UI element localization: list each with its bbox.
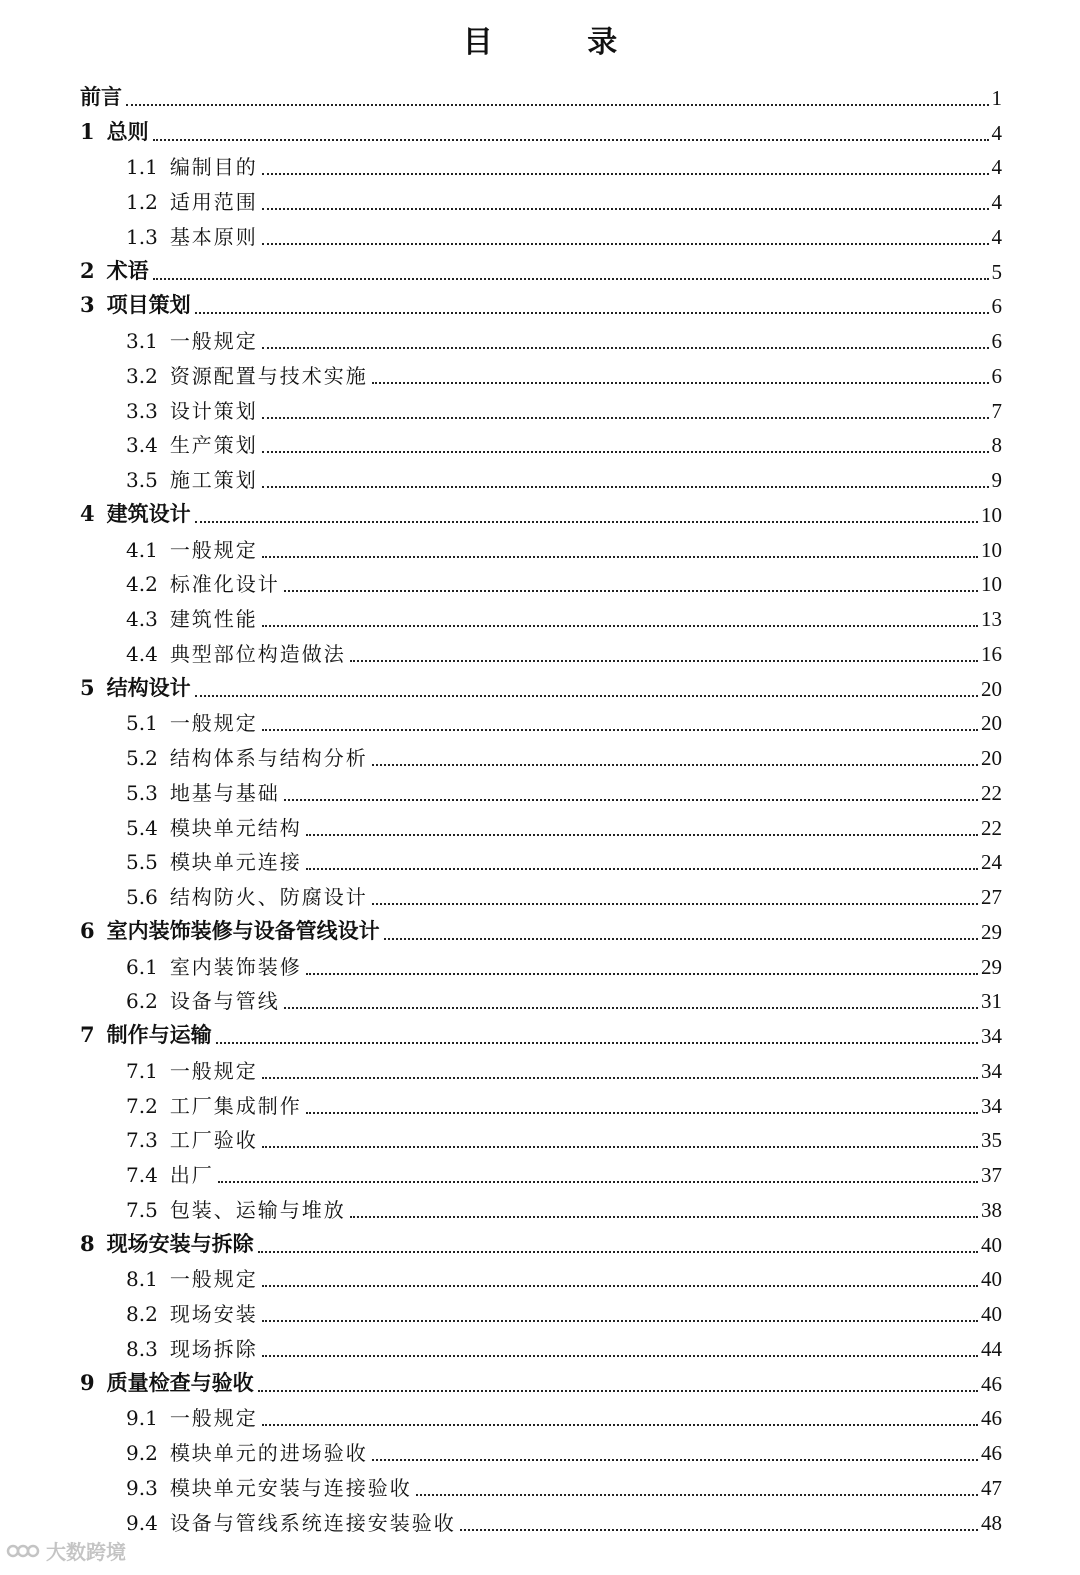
- toc-entry-label: [126, 1333, 258, 1362]
- toc-entry-page-number: 46: [981, 1371, 1002, 1396]
- toc-entry-label: [126, 1298, 258, 1327]
- toc-entry-label: [126, 221, 258, 250]
- toc-entry-number: 3.4: [126, 433, 158, 458]
- toc-entry-label: [126, 1402, 258, 1431]
- dot-leader: [350, 660, 978, 662]
- toc-entry-number: 5.6: [126, 885, 158, 909]
- toc-entry-label: [80, 1019, 212, 1049]
- toc-chapter-entry[interactable]: [0, 1227, 1080, 1262]
- toc-section-entry[interactable]: [0, 532, 1080, 567]
- toc-entry-title: 施工策划: [169, 468, 258, 492]
- toc-entry-page-number: 46: [981, 1441, 1002, 1465]
- toc-section-entry[interactable]: [0, 984, 1080, 1019]
- toc-entry-title: 生产策划: [169, 433, 258, 458]
- toc-entry-title: 建筑设计: [106, 500, 191, 526]
- toc-section-entry[interactable]: [0, 1331, 1080, 1366]
- toc-entry-label: [80, 81, 122, 111]
- toc-entry-page-number: 10: [981, 537, 1002, 562]
- toc-entry-number: 5.5: [126, 850, 158, 875]
- dot-leader: [306, 1112, 978, 1114]
- toc-entry-label: [126, 464, 258, 493]
- toc-entry-page-number: 34: [981, 1024, 1002, 1048]
- toc-chapter-entry[interactable]: [0, 254, 1080, 289]
- dot-leader: [306, 973, 978, 975]
- toc-entry-title: 一般规定: [169, 1406, 258, 1431]
- toc-chapter-entry[interactable]: [0, 1366, 1080, 1401]
- toc-entry-label: [80, 1367, 254, 1397]
- toc-entry-page-number: 4: [991, 120, 1002, 145]
- toc-entry-label: [126, 395, 258, 424]
- toc-entry-page-number: 22: [981, 780, 1002, 805]
- toc-entry-label: [126, 603, 258, 632]
- toc-section-entry[interactable]: [0, 775, 1080, 810]
- toc-entry-number: 9.2: [126, 1441, 158, 1465]
- toc-entry-label: [126, 429, 258, 458]
- table-of-contents: [0, 80, 1080, 1540]
- toc-section-entry[interactable]: [0, 601, 1080, 636]
- toc-entry-page-number: 1: [991, 85, 1002, 110]
- toc-entry-title: 建筑性能: [169, 607, 258, 631]
- toc-entry-number: 1.2: [126, 190, 158, 214]
- toc-entry-title: 模块单元结构: [169, 815, 302, 840]
- toc-entry-number: 4.4: [126, 641, 158, 666]
- toc-section-entry[interactable]: [0, 1262, 1080, 1297]
- toc-entry-number: 7.3: [126, 1128, 158, 1153]
- toc-entry-number: 3.3: [126, 398, 158, 423]
- dot-leader: [262, 1077, 978, 1079]
- toc-entry-page-number: 6: [991, 363, 1002, 388]
- toc-entry-title: 现场安装: [169, 1302, 258, 1326]
- toc-entry-label: [126, 360, 368, 389]
- toc-entry-label: [80, 672, 191, 702]
- dot-leader: [262, 486, 989, 488]
- dot-leader: [284, 1007, 978, 1009]
- toc-entry-label: [80, 1228, 254, 1258]
- toc-entry-label: [126, 1124, 258, 1153]
- toc-entry-label: [126, 881, 368, 910]
- toc-entry-number: 4.2: [126, 572, 158, 597]
- dot-leader: [262, 1146, 978, 1148]
- dot-leader: [284, 590, 978, 592]
- toc-entry-title: 结构防火、防腐设计: [169, 885, 368, 909]
- toc-entry-title: 模块单元连接: [169, 850, 302, 875]
- toc-entry-title: 一般规定: [169, 329, 258, 353]
- toc-entry-number: 6.2: [126, 989, 158, 1014]
- toc-entry-label: [126, 1159, 214, 1188]
- toc-entry-number: 3.2: [126, 363, 158, 388]
- toc-entry-page-number: 5: [991, 259, 1002, 284]
- toc-entry-title: 一般规定: [169, 711, 258, 736]
- toc-section-entry[interactable]: [0, 184, 1080, 219]
- dot-leader: [262, 1285, 978, 1287]
- toc-entry-title: 项目策划: [106, 292, 191, 318]
- toc-entry-page-number: 27: [981, 885, 1002, 909]
- toc-entry-title: 一般规定: [169, 1267, 258, 1292]
- dot-leader: [262, 1424, 978, 1426]
- toc-entry-label: [126, 742, 368, 771]
- toc-entry-label: [126, 707, 258, 736]
- toc-section-entry[interactable]: [0, 150, 1080, 185]
- toc-section-entry[interactable]: [0, 845, 1080, 880]
- toc-entry-title: 模块单元安装与连接验收: [169, 1475, 412, 1500]
- toc-entry-label: [126, 325, 258, 354]
- dot-leader: [262, 208, 989, 210]
- toc-section-entry[interactable]: [0, 636, 1080, 671]
- toc-entry-title: 设备与管线系统连接安装验收: [169, 1510, 456, 1535]
- toc-entry-title: 工厂验收: [169, 1128, 258, 1153]
- toc-entry-title: 制作与运输: [106, 1022, 212, 1047]
- toc-entry-page-number: 34: [981, 1093, 1002, 1118]
- toc-entry-page-number: 9: [991, 468, 1002, 492]
- dot-leader: [195, 521, 978, 523]
- toc-chapter-entry[interactable]: [0, 115, 1080, 150]
- toc-section-entry[interactable]: [0, 740, 1080, 775]
- toc-entry-label: [80, 498, 191, 528]
- toc-section-entry[interactable]: [0, 567, 1080, 602]
- toc-section-entry[interactable]: [0, 1505, 1080, 1540]
- watermark-text: 大数跨境: [46, 1540, 126, 1564]
- toc-section-entry[interactable]: [0, 393, 1080, 428]
- toc-entry-title: 结构体系与结构分析: [169, 746, 368, 770]
- dot-leader: [126, 104, 989, 106]
- toc-entry-number: 7.2: [126, 1093, 158, 1118]
- toc-entry-page-number: 40: [981, 1267, 1002, 1292]
- toc-section-entry[interactable]: [0, 462, 1080, 497]
- toc-entry-number: 7.5: [126, 1197, 158, 1222]
- toc-entry-page-number: 37: [981, 1163, 1002, 1187]
- dot-leader: [284, 799, 978, 801]
- toc-entry-number: 6.1: [126, 954, 158, 979]
- dot-leader: [262, 451, 989, 453]
- toc-entry-page-number: 20: [981, 746, 1002, 770]
- dot-leader: [262, 556, 978, 558]
- dot-leader: [262, 729, 978, 731]
- toc-section-entry[interactable]: [0, 1435, 1080, 1470]
- dot-leader: [195, 312, 989, 314]
- toc-entry-number: 5.4: [126, 815, 158, 840]
- toc-entry-title: 室内装饰装修与设备管线设计: [106, 917, 380, 943]
- toc-entry-page-number: 22: [981, 815, 1002, 840]
- toc-entry-title: 一般规定: [169, 1058, 258, 1083]
- dot-leader: [372, 903, 978, 905]
- toc-entry-label: [80, 255, 149, 285]
- dot-leader: [262, 173, 989, 175]
- toc-section-entry[interactable]: [0, 323, 1080, 358]
- toc-entry-title: 质量检查与验收: [106, 1369, 254, 1395]
- dot-leader: [258, 1390, 978, 1392]
- toc-entry-number: 9.3: [126, 1475, 158, 1500]
- toc-entry-title: 前言: [80, 83, 122, 109]
- toc-entry-title: 适用范围: [169, 190, 258, 214]
- toc-entry-number: 1.3: [126, 224, 158, 249]
- toc-entry-number: 8.3: [126, 1336, 158, 1361]
- toc-section-entry[interactable]: [0, 1401, 1080, 1436]
- toc-entry-page-number: 7: [991, 398, 1002, 423]
- toc-entry-label: [126, 638, 346, 667]
- toc-entry-title: 出厂: [169, 1163, 214, 1187]
- toc-entry-page-number: 47: [981, 1475, 1002, 1500]
- toc-chapter-entry[interactable]: [0, 1018, 1080, 1053]
- toc-entry-title: 标准化设计: [169, 572, 280, 597]
- toc-entry-title: 总则: [106, 118, 149, 144]
- toc-entry-page-number: 44: [981, 1336, 1002, 1361]
- toc-entry-page-number: 6: [991, 294, 1002, 319]
- toc-entry-title: 编制目的: [169, 155, 258, 180]
- toc-entry-title: 模块单元的进场验收: [169, 1441, 368, 1465]
- dot-leader: [262, 625, 978, 627]
- toc-section-entry[interactable]: [0, 1296, 1080, 1331]
- toc-entry-title: 一般规定: [169, 537, 258, 562]
- toc-entry-number: 1.1: [126, 155, 158, 180]
- dot-leader: [262, 1320, 978, 1322]
- dot-leader: [262, 417, 989, 419]
- toc-entry-number: 3: [80, 292, 95, 318]
- toc-entry-number: 8.1: [126, 1267, 158, 1292]
- dot-leader: [195, 695, 978, 697]
- toc-entry-number: 7.4: [126, 1163, 158, 1187]
- toc-entry-label: [126, 151, 258, 180]
- dot-leader: [416, 1494, 978, 1496]
- toc-entry-label: [126, 534, 258, 563]
- toc-entry-label: [126, 1263, 258, 1292]
- toc-entry-label: [126, 1437, 368, 1466]
- toc-section-entry[interactable]: [0, 879, 1080, 914]
- dot-leader: [372, 764, 978, 766]
- toc-entry-page-number: 31: [981, 989, 1002, 1014]
- toc-entry-label: [126, 186, 258, 215]
- dot-leader: [216, 1042, 978, 1044]
- toc-entry-label: [126, 1090, 302, 1119]
- toc-entry-page-number: 46: [981, 1406, 1002, 1431]
- toc-entry-label: [126, 985, 280, 1014]
- toc-entry-title: 地基与基础: [169, 780, 280, 805]
- toc-entry-number: 8: [80, 1230, 95, 1256]
- toc-entry-number: 9.4: [126, 1510, 158, 1535]
- toc-section-entry[interactable]: [0, 949, 1080, 984]
- watermark: [6, 1536, 126, 1565]
- toc-entry-title: 现场安装与拆除: [106, 1230, 254, 1256]
- toc-entry-number: 4.3: [126, 607, 158, 631]
- toc-entry-number: 6: [80, 917, 95, 943]
- toc-section-entry[interactable]: [0, 810, 1080, 845]
- toc-chapter-entry[interactable]: [0, 671, 1080, 706]
- toc-entry-page-number: 10: [981, 502, 1002, 527]
- toc-entry-title: 结构设计: [106, 674, 191, 700]
- toc-entry-page-number: 40: [981, 1302, 1002, 1326]
- toc-entry-number: 5.3: [126, 780, 158, 805]
- dot-leader: [153, 139, 989, 141]
- toc-entry-title: 设计策划: [169, 398, 258, 423]
- toc-section-entry[interactable]: [0, 1470, 1080, 1505]
- toc-entry-page-number: 20: [981, 676, 1002, 701]
- dot-leader: [262, 347, 989, 349]
- toc-entry-page-number: 48: [981, 1510, 1002, 1535]
- dot-leader: [350, 1216, 978, 1218]
- toc-section-entry[interactable]: [0, 219, 1080, 254]
- toc-section-entry[interactable]: [0, 1157, 1080, 1192]
- toc-entry-number: 1: [80, 118, 95, 144]
- toc-entry-number: 4: [80, 500, 95, 526]
- dot-leader: [262, 243, 989, 245]
- toc-entry-number: 3.5: [126, 468, 158, 492]
- page-title: 目 录: [462, 25, 660, 60]
- toc-entry-page-number: 34: [981, 1058, 1002, 1083]
- toc-entry-page-number: 6: [991, 329, 1002, 353]
- toc-entry-number: 7.1: [126, 1058, 158, 1083]
- toc-entry-title: 基本原则: [169, 224, 258, 249]
- toc-entry-number: 4.1: [126, 537, 158, 562]
- dot-leader: [384, 938, 978, 940]
- toc-entry-label: [126, 1472, 412, 1501]
- dot-leader: [306, 834, 978, 836]
- toc-entry-page-number: 16: [981, 641, 1002, 666]
- toc-section-entry[interactable]: [0, 1123, 1080, 1158]
- toc-entry-page-number: 13: [981, 607, 1002, 631]
- toc-entry-page-number: 8: [991, 433, 1002, 458]
- toc-entry-label: [126, 951, 302, 980]
- toc-chapter-entry[interactable]: [0, 80, 1080, 115]
- toc-entry-title: 资源配置与技术实施: [169, 363, 368, 388]
- toc-entry-page-number: 10: [981, 572, 1002, 597]
- toc-section-entry[interactable]: [0, 1053, 1080, 1088]
- toc-entry-number: 2: [80, 257, 95, 283]
- toc-chapter-entry[interactable]: [0, 289, 1080, 324]
- dot-leader: [460, 1529, 978, 1531]
- toc-entry-title: 室内装饰装修: [169, 954, 302, 979]
- toc-entry-page-number: 24: [981, 850, 1002, 875]
- toc-entry-title: 包装、运输与堆放: [169, 1197, 346, 1222]
- toc-chapter-entry[interactable]: [0, 914, 1080, 949]
- toc-entry-title: 典型部位构造做法: [169, 641, 346, 666]
- dot-leader: [372, 1459, 978, 1461]
- toc-section-entry[interactable]: [0, 1192, 1080, 1227]
- toc-entry-title: 术语: [106, 257, 149, 283]
- toc-entry-page-number: 38: [981, 1197, 1002, 1222]
- toc-entry-label: [80, 915, 380, 945]
- dot-leader: [372, 382, 989, 384]
- toc-entry-page-number: 20: [981, 711, 1002, 736]
- toc-entry-page-number: 35: [981, 1128, 1002, 1153]
- toc-entry-number: 5: [80, 674, 95, 700]
- toc-entry-number: 5.2: [126, 746, 158, 770]
- toc-section-entry[interactable]: [0, 706, 1080, 741]
- toc-entry-number: 5.1: [126, 711, 158, 736]
- toc-entry-number: 9: [80, 1369, 95, 1395]
- toc-entry-number: 7: [80, 1022, 95, 1047]
- toc-entry-title: 现场拆除: [169, 1336, 258, 1361]
- toc-entry-label: [126, 568, 280, 597]
- toc-entry-label: [126, 777, 280, 806]
- dot-leader: [258, 1251, 978, 1253]
- toc-entry-label: [126, 1507, 456, 1536]
- toc-entry-title: 工厂集成制作: [169, 1093, 302, 1118]
- toc-section-entry[interactable]: [0, 1088, 1080, 1123]
- toc-entry-number: 3.1: [126, 329, 158, 353]
- toc-section-entry[interactable]: [0, 358, 1080, 393]
- dot-leader: [153, 278, 989, 280]
- dot-leader: [218, 1181, 978, 1183]
- dot-leader: [306, 868, 978, 870]
- toc-entry-page-number: 4: [991, 190, 1002, 214]
- toc-entry-title: 设备与管线: [169, 989, 280, 1014]
- toc-entry-page-number: 4: [991, 224, 1002, 249]
- toc-entry-number: 8.2: [126, 1302, 158, 1326]
- toc-entry-page-number: 29: [981, 919, 1002, 944]
- toc-entry-page-number: 4: [991, 155, 1002, 180]
- toc-entry-number: 9.1: [126, 1406, 158, 1431]
- toc-entry-label: [126, 846, 302, 875]
- toc-section-entry[interactable]: [0, 428, 1080, 463]
- logo-icon: [6, 1540, 40, 1562]
- toc-entry-page-number: 40: [981, 1232, 1002, 1257]
- toc-entry-label: [126, 1055, 258, 1084]
- toc-entry-page-number: 29: [981, 954, 1002, 979]
- toc-entry-label: [126, 1194, 346, 1223]
- dot-leader: [262, 1355, 978, 1357]
- toc-entry-label: [126, 812, 302, 841]
- toc-entry-label: [80, 289, 191, 319]
- toc-chapter-entry[interactable]: [0, 497, 1080, 532]
- toc-entry-label: [80, 116, 149, 146]
